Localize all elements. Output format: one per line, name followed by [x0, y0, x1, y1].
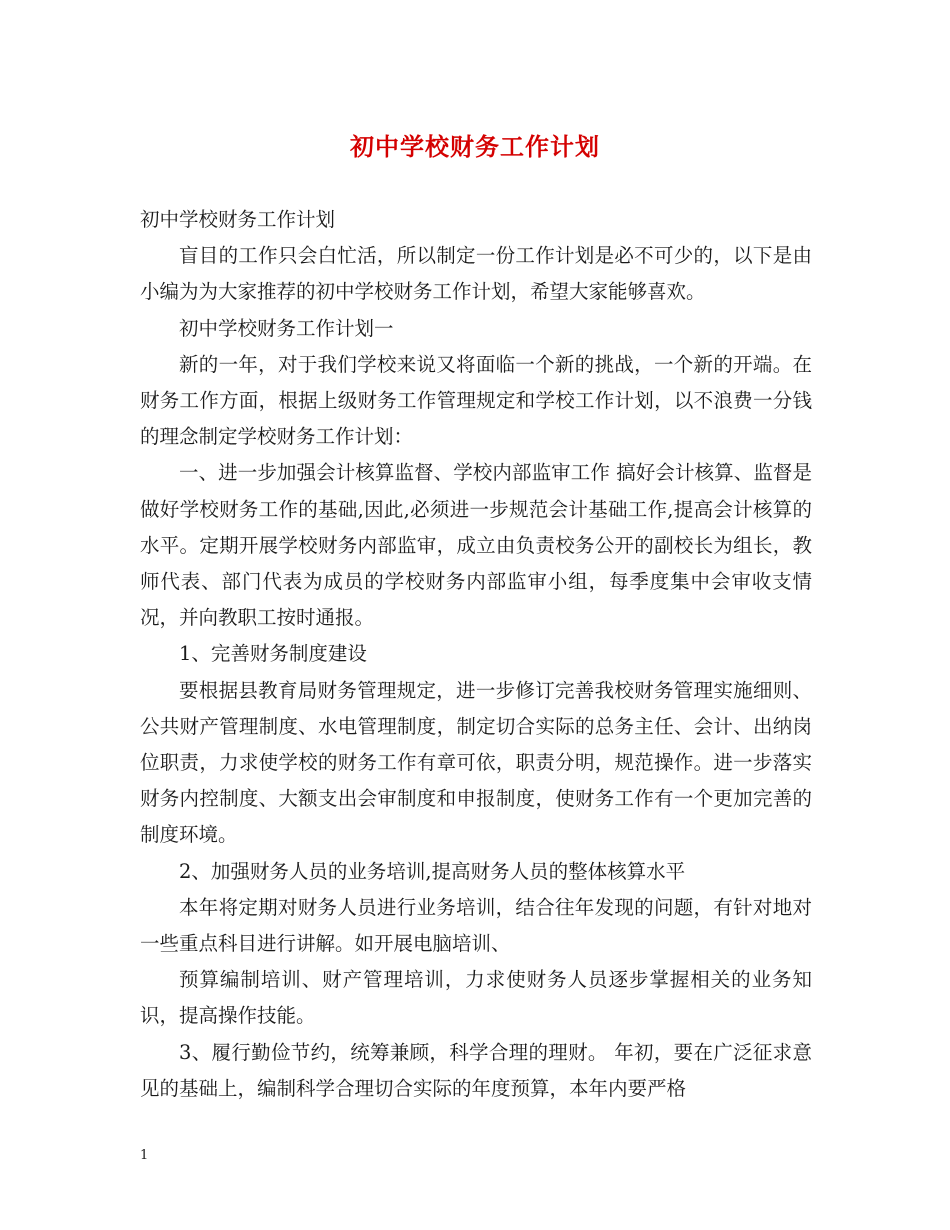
paragraph-intro: 盲目的工作只会白忙活，所以制定一份工作计划是必不可少的，以下是由小编为为大家推荐的初中学校财务工作计划，希望大家能够喜欢。	[140, 244, 812, 304]
paragraph-training: 本年将定期对财务人员进行业务培训，结合往年发现的问题，有针对地对一些重点科目进行讲解。如开展电脑培训、	[140, 895, 812, 956]
page-title: 初中学校财务工作计划	[350, 133, 600, 161]
paragraph-system-building: 要根据县教育局财务管理规定，进一步修订完善我校财务管理实施细则、公共财产管理制度、水电管理制度，制定切合实际的总务主任、会计、出纳岗位职责，力求使学校的财务工作有章可依，职责分明，规范操作。进一步落实财务内控制度、大额支出会审制度和申报制度，使财务工作有一个更加完善的制度环境。	[140, 678, 812, 847]
paragraph-heading: 初中学校财务工作计划	[140, 208, 336, 231]
paragraph-subheading-1: 1、完善财务制度建设	[179, 642, 367, 666]
paragraph-section-title: 初中学校财务工作计划一	[179, 316, 394, 340]
paragraph-point-one: 一、进一步加强会计核算监督、学校内部监审工作 搞好会计核算、监督是做好学校财务工作的基础,因此,必须进一步规范会计基础工作,提高会计核算的水平。定期开展学校财务内部监审，成立由负责校务公开的副校长为组长，教师代表、部门代表为成员的学校财务内部监审小组，每季度集中会审收支情况，并向教职工按时通报。	[140, 461, 812, 630]
paragraph-new-year: 新的一年，对于我们学校来说又将面临一个新的挑战，一个新的开端。在财务工作方面，根据上级财务工作管理规定和学校工作计划，以不浪费一分钱的理念制定学校财务工作计划：	[140, 352, 812, 449]
page-number: 1	[140, 1148, 149, 1163]
paragraph-subheading-3: 3、履行勤俭节约，统筹兼顾，科学合理的理财。 年初，要在广泛征求意见的基础上，编制科学合理切合实际的年度预算，本年内要严格	[140, 1040, 812, 1100]
document-body	[140, 202, 812, 1107]
paragraph-training-cont: 预算编制培训、财产管理培训，力求使财务人员逐步掌握相关的业务知识，提高操作技能。	[140, 968, 812, 1028]
paragraph-subheading-2: 2、加强财务人员的业务培训,提高财务人员的整体核算水平	[179, 859, 686, 883]
